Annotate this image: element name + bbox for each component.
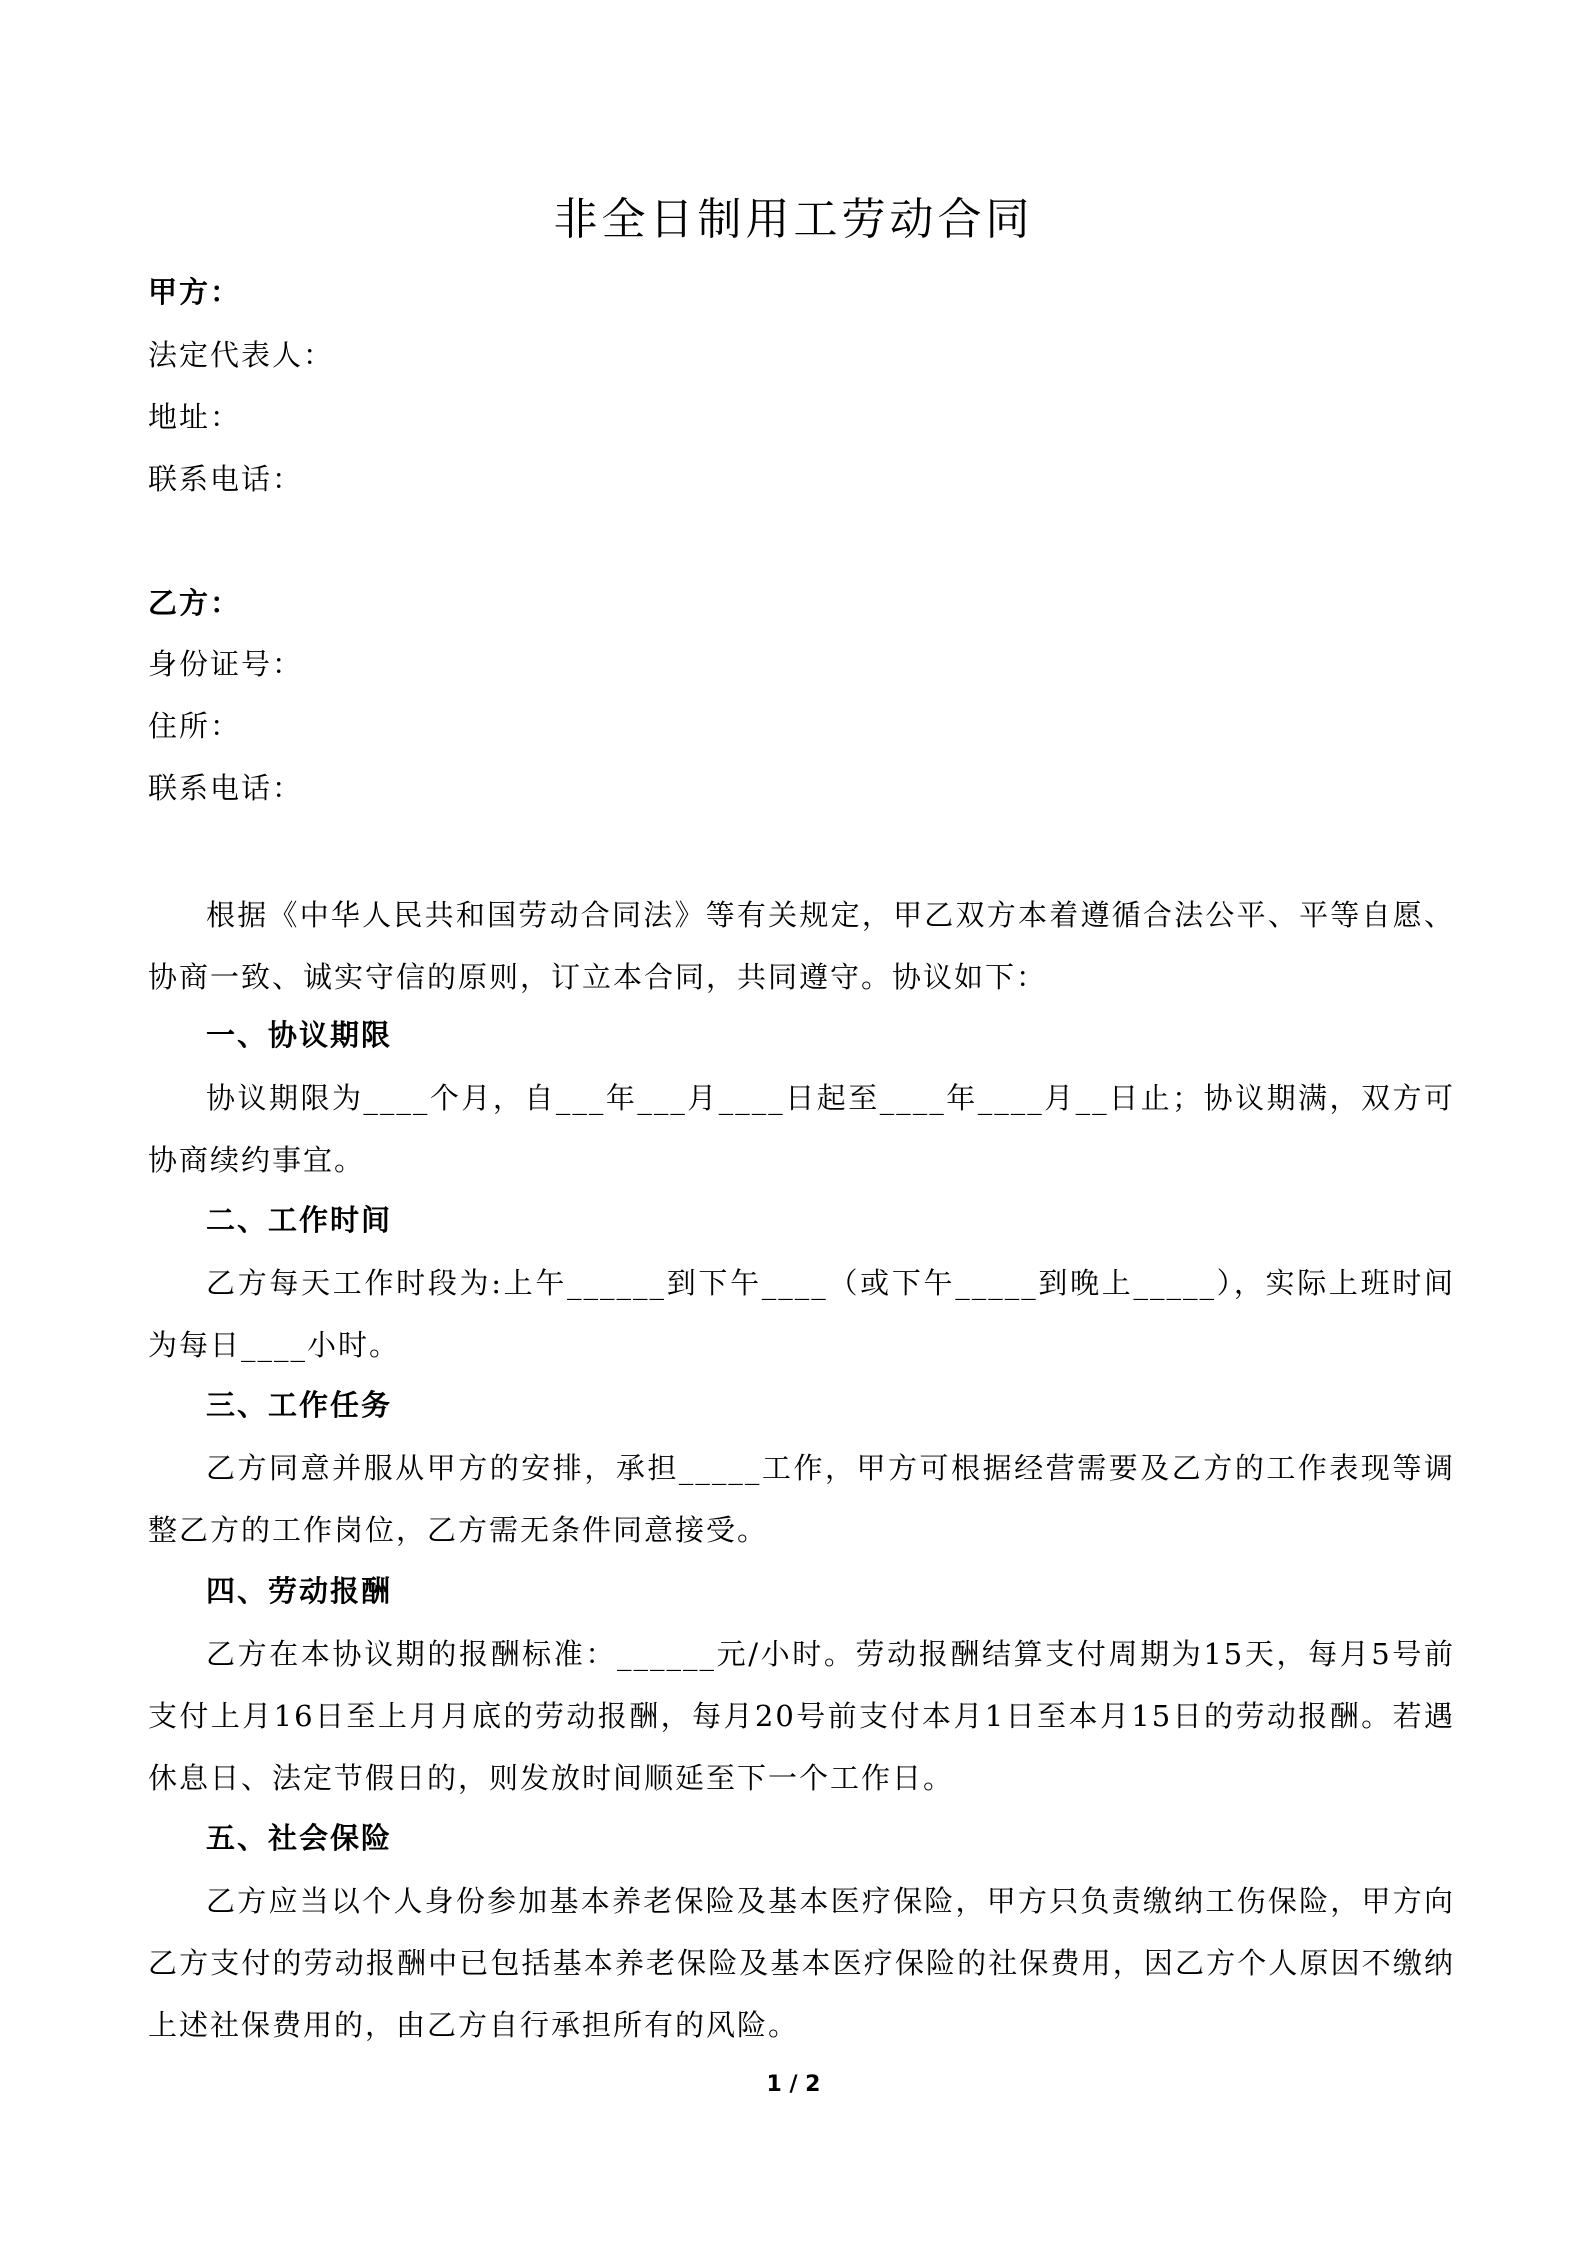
- section-4-body: 乙方在本协议期的报酬标准：______元/小时。劳动报酬结算支付周期为15天，每月5号前支付上月16日至上月月底的劳动报酬，每月20号前支付本月1日至本月15日的劳动报酬。若遇休息日、法定节假日的，则发放时间顺延至下一个工作日。: [148, 1637, 1455, 1795]
- party-a-address: 地址：: [148, 400, 242, 434]
- party-a-label: 甲方：: [148, 275, 242, 309]
- section-3-body: 乙方同意并服从甲方的安排，承担_____工作，甲方可根据经营需要及乙方的工作表现等调整乙方的工作岗位，乙方需无条件同意接受。: [148, 1451, 1455, 1547]
- section-5-heading: 五、社会保险: [206, 1821, 393, 1855]
- section-3-heading: 三、工作任务: [206, 1388, 393, 1422]
- party-a-phone: 联系电话：: [148, 462, 304, 496]
- section-4-heading: 四、劳动报酬: [206, 1574, 393, 1608]
- party-b-label: 乙方：: [148, 586, 242, 620]
- party-b-id: 身份证号：: [148, 647, 304, 681]
- intro-paragraph: 根据《中华人民共和国劳动合同法》等有关规定，甲乙双方本着遵循合法公平、平等自愿、协商一致、诚实守信的原则，订立本合同，共同遵守。协议如下：: [148, 898, 1455, 994]
- page-number: 1 / 2: [766, 2072, 821, 2097]
- party-b-residence: 住所：: [148, 709, 242, 743]
- party-b-phone: 联系电话：: [148, 771, 304, 805]
- section-1-heading: 一、协议期限: [206, 1018, 393, 1052]
- document-title: 非全日制用工劳动合同: [553, 194, 1034, 245]
- party-a-rep: 法定代表人：: [148, 338, 335, 372]
- section-2-body: 乙方每天工作时段为:上午______到下午____（或下午_____到晚上_____），实际上班时间为每日____小时。: [148, 1266, 1455, 1362]
- section-5-body: 乙方应当以个人身份参加基本养老保险及基本医疗保险，甲方只负责缴纳工伤保险，甲方向乙方支付的劳动报酬中已包括基本养老保险及基本医疗保险的社保费用，因乙方个人原因不缴纳上述社保费用的，由乙方自行承担所有的风险。: [148, 1884, 1455, 2042]
- section-1-body: 协议期限为____个月，自___年___月____日起至____年____月__日止；协议期满，双方可协商续约事宜。: [148, 1081, 1455, 1177]
- section-2-heading: 二、工作时间: [206, 1203, 393, 1237]
